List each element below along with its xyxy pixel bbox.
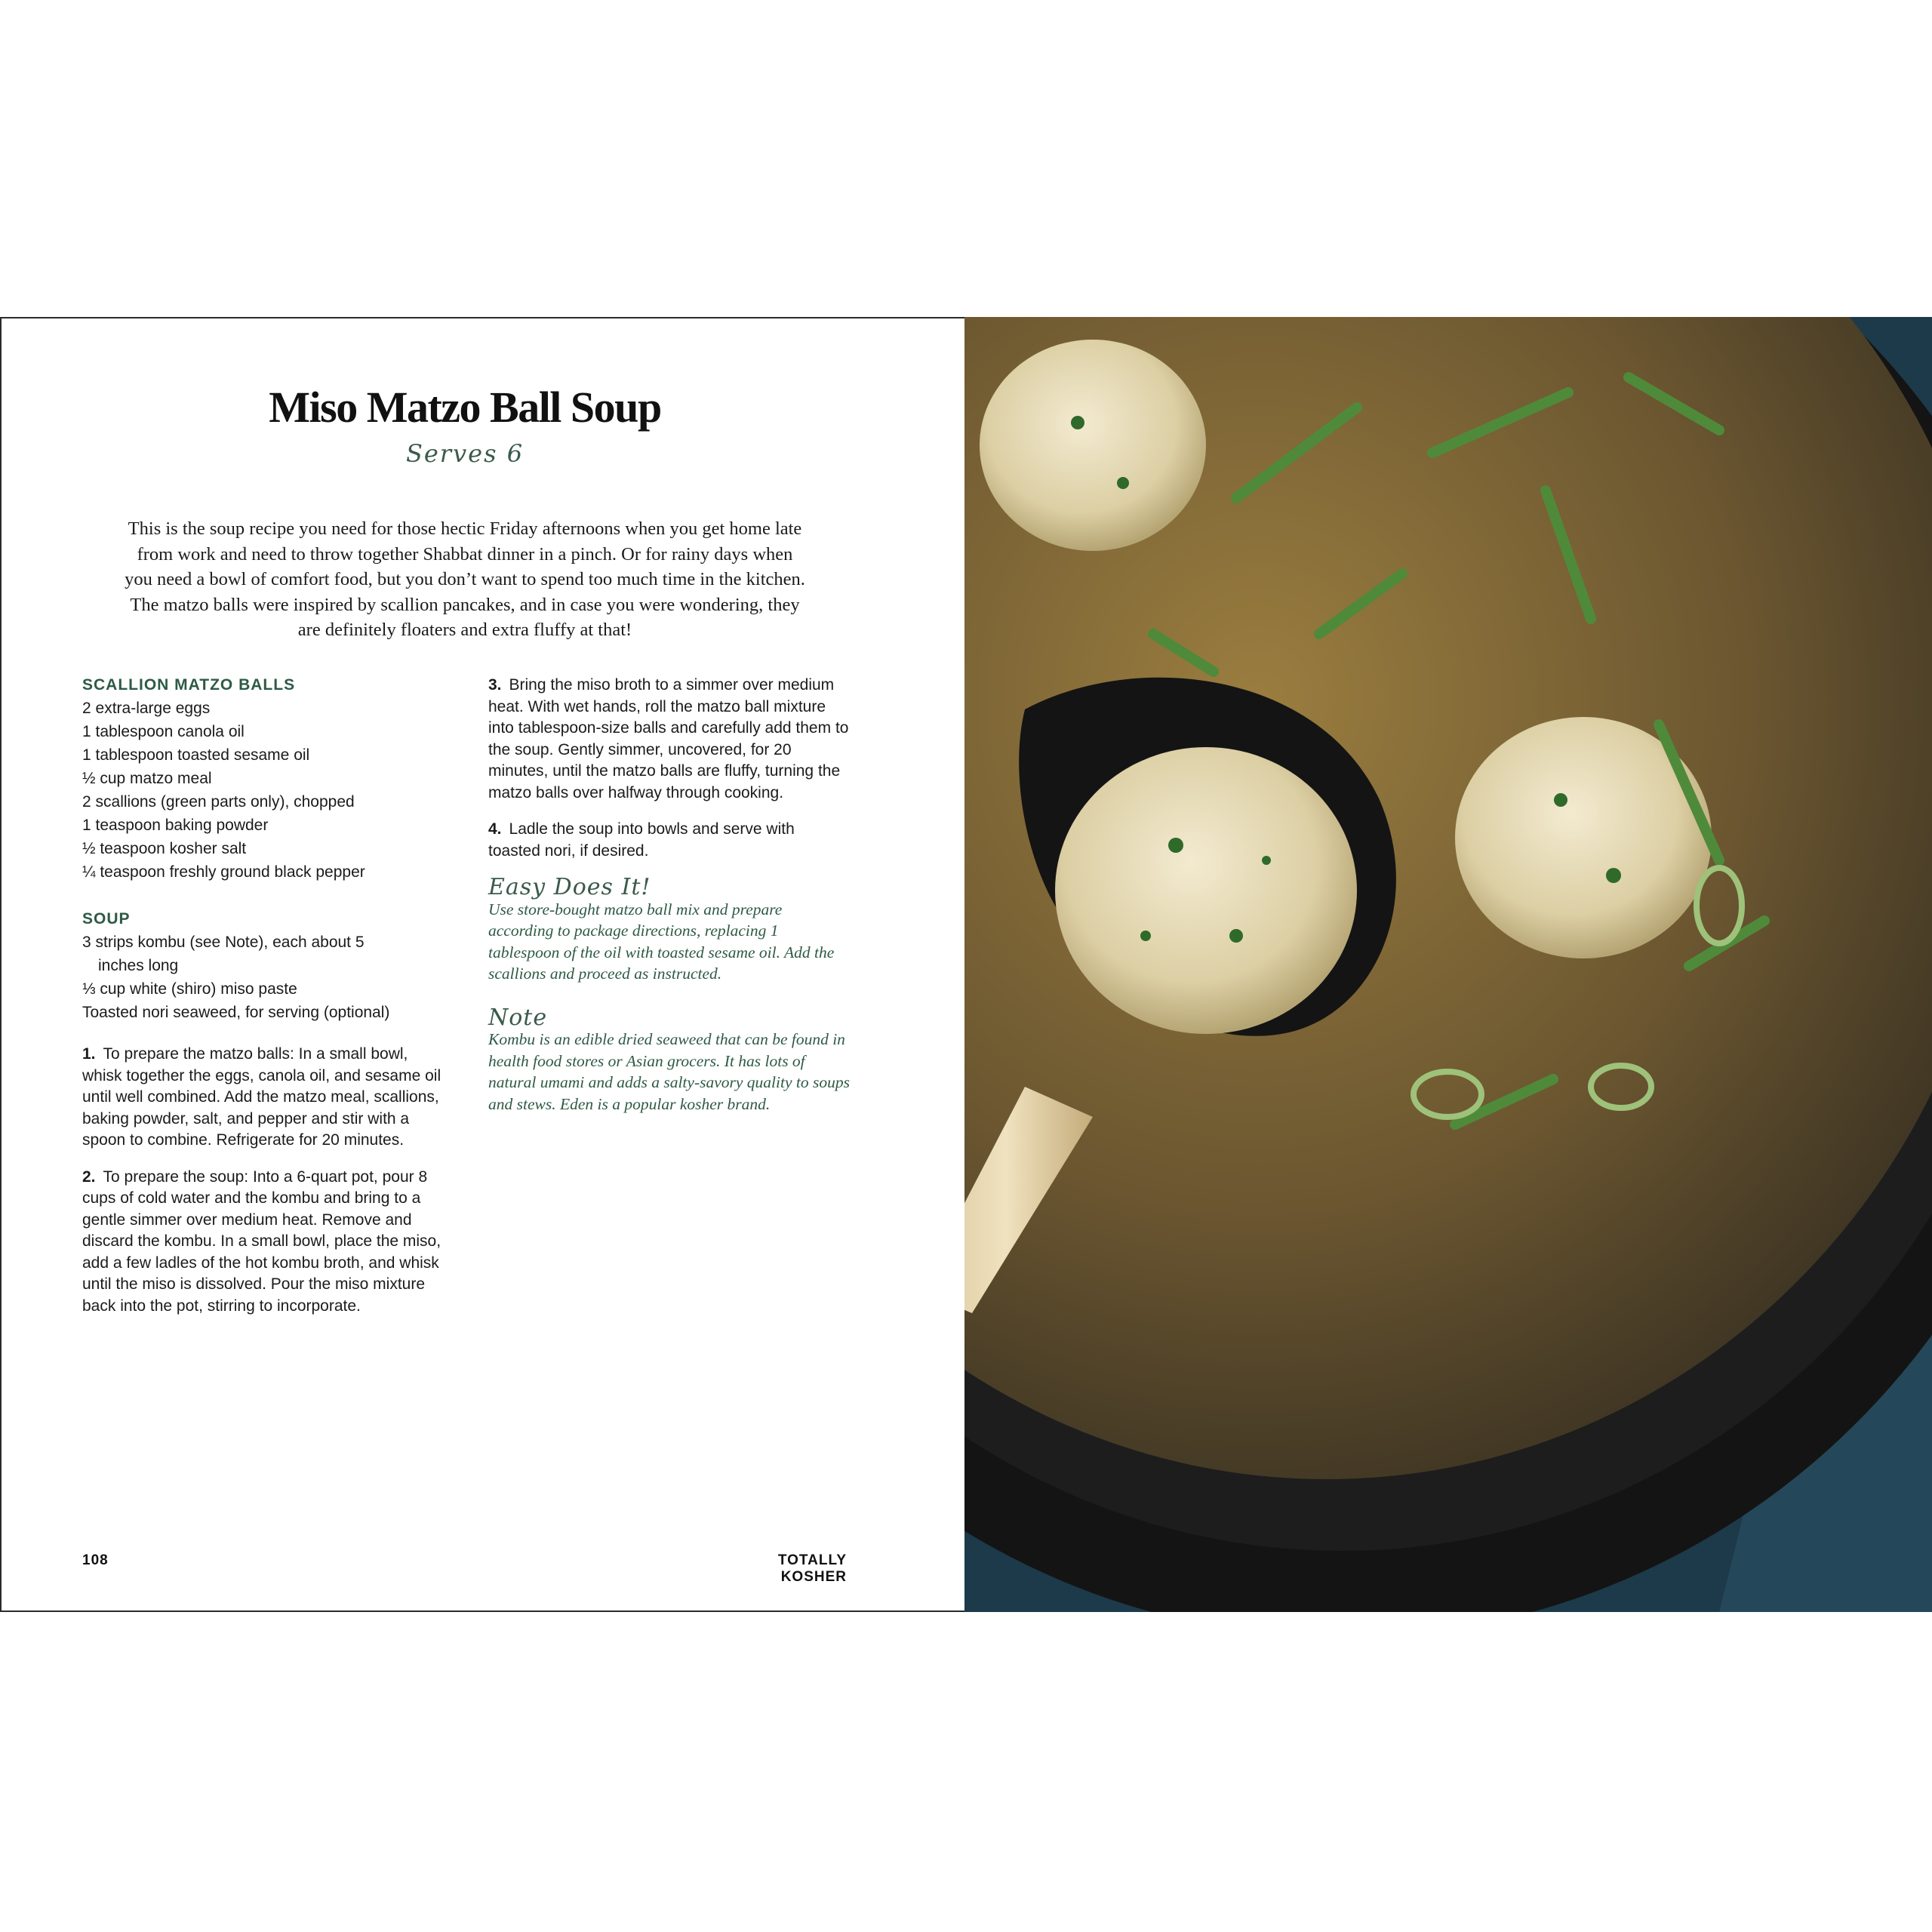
ingredient-item: 2 extra-large eggs — [82, 700, 211, 717]
recipe-page — [0, 317, 964, 1612]
ingredient-item: 2 scallions (green parts only), chopped — [82, 793, 355, 811]
step-text: To prepare the soup: Into a 6-quart pot, pour 8 cups of cold water and the kombu and bring to a gentle simmer over medium heat. Remove and discard the kombu. In a small bowl, place the miso, add a few ladles of the hot kombu broth, and whisk until the miso is dissolved. Pour the miso mixture back into the pot, stirring to incorporate. — [82, 1168, 441, 1315]
step-text: Ladle the soup into bowls and serve with toasted nori, if desired. — [488, 820, 795, 860]
page-number: 108 — [82, 1552, 109, 1568]
ingredient-item: ½ teaspoon kosher salt — [82, 840, 247, 857]
ingredient-item: ⅓ cup white (shiro) miso paste — [82, 980, 297, 998]
note-text: Kombu is an edible dried seaweed that can be found in health food stores or Asian grocers. It has lots of natural umami and adds a salty-savory quality to soups and stews. Eden is a popular kosher brand. — [488, 1030, 850, 1113]
recipe-title: Miso Matzo Ball Soup — [269, 383, 661, 432]
soup-bowl-illustration — [964, 317, 1932, 1612]
ingredient-item: 1 tablespoon toasted sesame oil — [82, 746, 310, 764]
ingredient-item: 1 tablespoon canola oil — [82, 723, 245, 740]
ingredient-item: 3 strips kombu (see Note), each about 5 inches long — [82, 934, 365, 974]
book-title: TOTALLY KOSHER — [777, 1552, 847, 1585]
method-step — [488, 819, 851, 862]
recipe-intro: This is the soup recipe you need for those hectic Friday afternoons when you get home late from work and need to throw together Shabbat dinner in a pinch. Or for rainy days when you need a bowl of comfort food, but you don’t want to spend too much time in the kitchen. The matzo balls were inspired by scallion pancakes, and in case you were wondering, they are definitely floaters and extra fluffy at that! — [125, 518, 805, 640]
soup-heading: SOUP — [82, 910, 131, 928]
method-step — [82, 1044, 445, 1152]
note-heading: Note — [488, 1004, 548, 1031]
serves-label: Serves 6 — [405, 439, 525, 468]
step-text: To prepare the matzo balls: In a small bowl, whisk together the eggs, canola oil, and sesame oil until well combined. Add the matzo meal, scallions, baking powder, salt, and pepper and stir with a spoon to combine. Refrigerate for 20 minutes. — [82, 1045, 441, 1149]
ingredient-item: Toasted nori seaweed, for serving (optional) — [82, 1004, 390, 1021]
easy-does-it-heading: Easy Does It! — [488, 874, 651, 900]
right-column — [488, 675, 851, 1137]
method-step — [488, 675, 851, 804]
book-spread — [0, 317, 1932, 1614]
matzo-ball — [1055, 747, 1357, 1034]
step-text: Bring the miso broth to a simmer over medium heat. With wet hands, roll the matzo ball mixture into tablespoon-size balls and carefully add them to the soup. Gently simmer, uncovered, for 20 minutes, until the matzo balls are fluffy, turning the matzo balls over halfway through cooking. — [488, 676, 849, 801]
soup-photo — [964, 317, 1932, 1612]
method-step — [82, 1167, 445, 1318]
ingredient-item: ½ cup matzo meal — [82, 770, 212, 787]
matzo-balls-heading: SCALLION MATZO BALLS — [82, 676, 296, 694]
ingredient-item: ¼ teaspoon freshly ground black pepper — [82, 863, 365, 881]
matzo-ball — [980, 340, 1206, 551]
step-number: 4. — [488, 820, 502, 838]
left-column — [82, 673, 460, 1332]
ingredient-item: 1 teaspoon baking powder — [82, 817, 269, 834]
easy-does-it-text: Use store-bought matzo ball mix and prepare according to package directions, replacing 1 tablespoon of the oil with toasted sesame oil. Add the scallions and proceed as instructed. — [488, 900, 835, 983]
step-number: 2. — [82, 1168, 96, 1186]
step-number: 1. — [82, 1045, 96, 1063]
step-number: 3. — [488, 676, 502, 694]
